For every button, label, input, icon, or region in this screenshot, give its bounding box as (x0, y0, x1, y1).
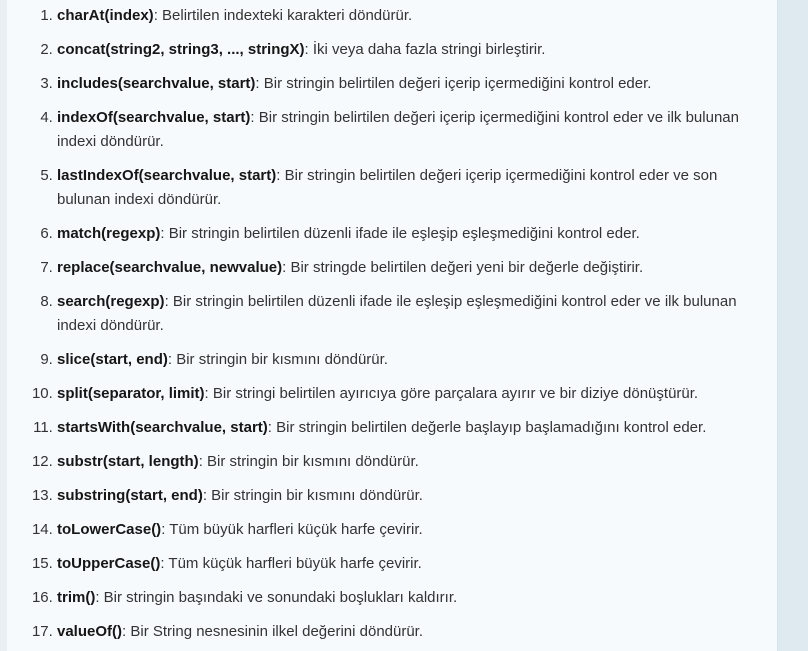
method-description: : Bir stringi belirtilen ayırıcıya göre parçalara ayırır ve bir diziye dönüştürür. (204, 385, 699, 402)
method-description: : Bir stringin başındaki ve sonundaki boşlukları kaldırır. (95, 589, 458, 606)
list-item (57, 518, 769, 542)
method-name: startsWith(searchvalue, start) (57, 419, 268, 436)
method-name: indexOf(searchvalue, start) (57, 109, 251, 126)
list-item (57, 450, 769, 474)
right-background-panel (777, 0, 808, 651)
method-description: : Bir stringin bir kısmını döndürür. (167, 351, 388, 368)
method-list-content (7, 0, 777, 651)
list-item (57, 72, 769, 96)
method-name: substr(start, length) (57, 453, 199, 470)
method-description: : Bir stringin bir kısmını döndürür. (198, 453, 419, 470)
method-description: : Bir stringin belirtilen düzenli ifade ile eşleşip eşleşmediğini kontrol eder ve ilk bulunan indexi döndürür. (57, 293, 737, 334)
method-description: : Bir stringin belirtilen değerle başlayıp başlamadığını kontrol eder. (267, 419, 707, 436)
list-item (57, 348, 769, 372)
method-description: : Bir String nesnesinin ilkel değerini döndürür. (122, 623, 424, 640)
method-name: valueOf() (57, 623, 123, 640)
method-name: concat(string2, string3, ..., stringX) (57, 41, 305, 58)
method-name: lastIndexOf(searchvalue, start) (57, 167, 277, 184)
list-item (57, 290, 769, 338)
list-item (57, 552, 769, 576)
list-item (57, 586, 769, 610)
list-item (57, 484, 769, 508)
list-item (57, 382, 769, 406)
method-name: includes(searchvalue, start) (57, 75, 256, 92)
method-name: match(regexp) (57, 225, 161, 242)
list-item (57, 416, 769, 440)
method-name: slice(start, end) (57, 351, 168, 368)
method-name: substring(start, end) (57, 487, 203, 504)
list-item (57, 164, 769, 212)
list-item (57, 4, 769, 28)
method-name: toLowerCase() (57, 521, 162, 538)
method-description: : Tüm küçük harfleri büyük harfe çevirir. (160, 555, 422, 572)
list-item (57, 222, 769, 246)
method-description: : Tüm büyük harfleri küçük harfe çevirir. (161, 521, 423, 538)
method-name: replace(searchvalue, newvalue) (57, 259, 283, 276)
method-name: trim() (57, 589, 96, 606)
list-item (57, 106, 769, 154)
method-description: : Bir stringin bir kısmını döndürür. (202, 487, 423, 504)
method-description: : Belirtilen indexteki karakteri döndürür. (153, 7, 413, 24)
method-description: : Bir stringin belirtilen değeri içerip içermediğini kontrol eder ve son bulunan indexi döndürür. (57, 167, 718, 208)
list-item (57, 620, 769, 644)
method-name: split(separator, limit) (57, 385, 205, 402)
list-item (57, 38, 769, 62)
left-edge-strip (0, 0, 7, 651)
method-description: : Bir stringin belirtilen düzenli ifade ile eşleşip eşleşmediğini kontrol eder. (160, 225, 640, 242)
method-description: : Bir stringin belirtilen değeri içerip içermediğini kontrol eder ve ilk bulunan indexi döndürür. (57, 109, 739, 150)
method-description: : İki veya daha fazla stringi birleştirir. (304, 41, 546, 58)
method-name: toUpperCase() (57, 555, 161, 572)
method-description: : Bir stringin belirtilen değeri içerip içermediğini kontrol eder. (255, 75, 652, 92)
method-name: search(regexp) (57, 293, 165, 310)
list-item (57, 256, 769, 280)
string-methods-list (7, 0, 777, 644)
method-description: : Bir stringde belirtilen değeri yeni bir değerle değiştirir. (282, 259, 644, 276)
method-name: charAt(index) (57, 7, 154, 24)
